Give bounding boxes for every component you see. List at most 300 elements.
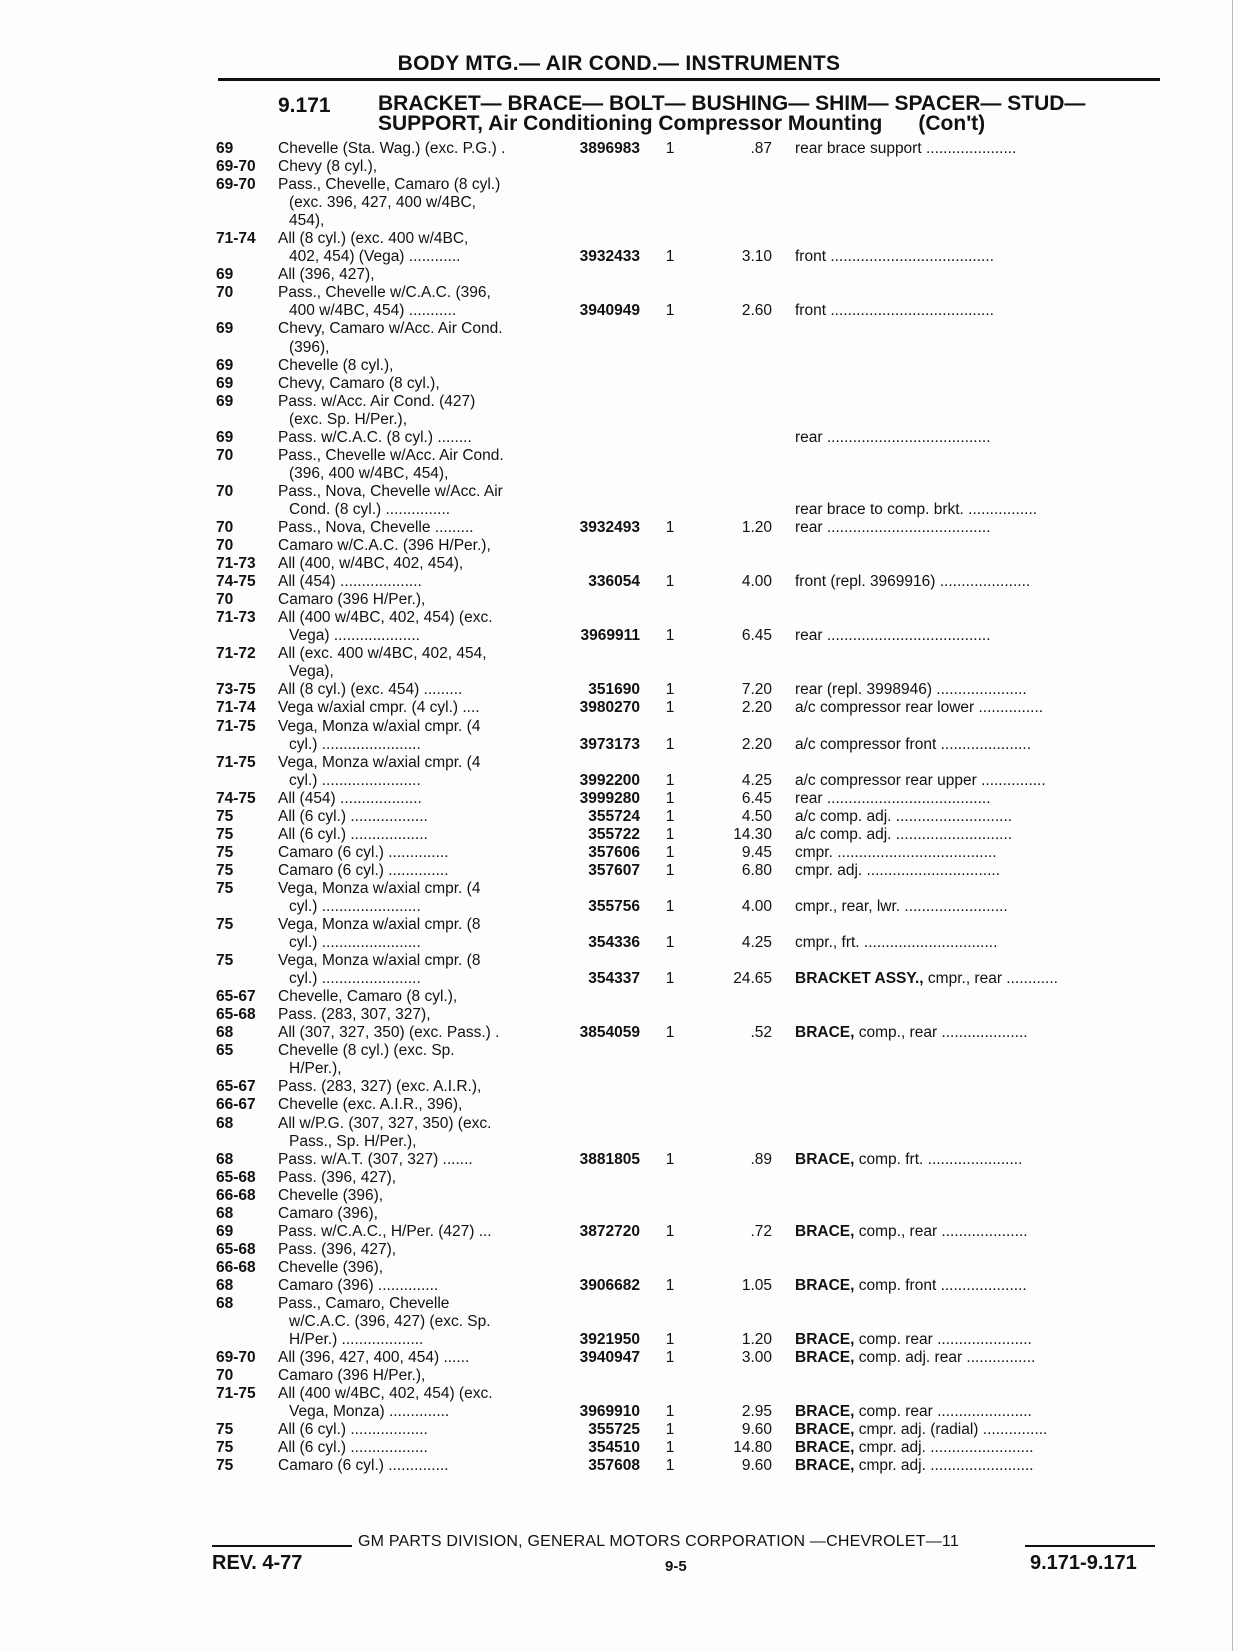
part-name bbox=[795, 1151, 1163, 1169]
part-name bbox=[795, 1439, 1163, 1457]
part-name bbox=[795, 736, 1163, 754]
part-name bbox=[795, 1277, 1163, 1295]
part-name-bold: BRACKET ASSY., bbox=[795, 970, 924, 988]
table-row bbox=[0, 501, 1238, 519]
part-number: 354510 bbox=[588, 1439, 640, 1457]
application-description: Vega) .................... bbox=[289, 627, 420, 645]
quantity: 1 bbox=[665, 681, 675, 699]
quantity: 1 bbox=[665, 1150, 675, 1168]
part-name-bold: BRACE, bbox=[795, 1403, 855, 1421]
list-price: 14.80 bbox=[733, 1439, 772, 1457]
table-row bbox=[0, 194, 1238, 212]
part-name-text: rear brace to comp. brkt. ................ bbox=[795, 500, 1038, 518]
application-description: H/Per.) ................... bbox=[289, 1331, 424, 1349]
list-price: 1.20 bbox=[741, 518, 772, 536]
part-name-text: cmpr., rear, lwr. ........................ bbox=[795, 897, 1008, 915]
table-row bbox=[0, 519, 1238, 537]
table-row bbox=[0, 790, 1238, 808]
table-row bbox=[0, 826, 1238, 844]
quantity: 1 bbox=[665, 934, 675, 952]
model-year: 74-75 bbox=[216, 573, 256, 591]
table-row bbox=[0, 1024, 1238, 1042]
table-row bbox=[0, 952, 1238, 970]
model-year: 71-75 bbox=[216, 1385, 256, 1403]
model-year: 69-70 bbox=[216, 1349, 256, 1367]
quantity: 1 bbox=[665, 302, 675, 320]
table-row bbox=[0, 1096, 1238, 1114]
application-description: Vega), bbox=[289, 663, 334, 681]
page-title: BODY MTG.— AIR COND.— INSTRUMENTS bbox=[397, 52, 841, 75]
quantity: 1 bbox=[665, 573, 675, 591]
quantity: 1 bbox=[665, 861, 675, 879]
part-name bbox=[795, 573, 1163, 591]
list-price: 1.05 bbox=[741, 1276, 772, 1294]
part-name-text: comp. rear ...................... bbox=[858, 1331, 1032, 1349]
application-description: Pass. w/A.T. (307, 327) ....... bbox=[278, 1150, 473, 1168]
part-number: 3969911 bbox=[580, 627, 640, 645]
table-row bbox=[0, 736, 1238, 754]
application-description: Chevy (8 cyl.), bbox=[278, 158, 378, 176]
part-name-text: a/c comp. adj. ........................... bbox=[795, 807, 1013, 825]
application-description: All (8 cyl.) (exc. 454) ......... bbox=[278, 681, 463, 699]
part-name-text: comp. rear ...................... bbox=[858, 1403, 1032, 1421]
quantity: 1 bbox=[665, 1403, 675, 1421]
table-row bbox=[0, 718, 1238, 736]
application-description: Pass., Camaro, Chevelle bbox=[278, 1295, 450, 1312]
model-year: 70 bbox=[216, 284, 234, 302]
top-rule bbox=[218, 78, 1160, 81]
part-name-text: a/c compressor front ..................... bbox=[795, 735, 1032, 753]
application-description: H/Per.), bbox=[289, 1060, 342, 1078]
table-row bbox=[0, 140, 1238, 158]
part-name bbox=[795, 1421, 1163, 1439]
table-row bbox=[0, 1187, 1238, 1205]
table-row bbox=[0, 357, 1238, 375]
table-row bbox=[0, 591, 1238, 609]
quantity: 1 bbox=[665, 771, 675, 789]
quantity: 1 bbox=[665, 807, 675, 825]
application-description: 454), bbox=[289, 212, 325, 230]
part-name-text: comp., rear .................... bbox=[858, 1024, 1028, 1042]
part-name-text: comp. frt. ...................... bbox=[858, 1150, 1023, 1168]
table-row bbox=[0, 681, 1238, 699]
table-row bbox=[0, 609, 1238, 627]
model-year: 68 bbox=[216, 1024, 234, 1042]
application-description: All (6 cyl.) .................. bbox=[278, 1421, 428, 1439]
part-name bbox=[795, 1024, 1163, 1042]
part-name-text: front (repl. 3969916) ..................... bbox=[795, 573, 1031, 591]
model-year: 70 bbox=[216, 1367, 234, 1385]
model-year: 71-73 bbox=[216, 555, 256, 573]
list-price: 6.45 bbox=[741, 627, 772, 645]
model-year: 70 bbox=[216, 482, 234, 500]
part-name-text: rear ...................................... bbox=[795, 428, 991, 446]
application-description: Camaro (6 cyl.) .............. bbox=[278, 861, 449, 879]
table-row bbox=[0, 880, 1238, 898]
model-year: 65 bbox=[216, 1042, 234, 1060]
application-description: Vega, Monza w/axial cmpr. (8 bbox=[278, 952, 481, 970]
model-year: 66-68 bbox=[216, 1186, 256, 1204]
model-year: 69 bbox=[216, 266, 234, 284]
part-name bbox=[795, 790, 1163, 808]
table-row bbox=[0, 1042, 1238, 1060]
list-price: 6.80 bbox=[741, 861, 772, 879]
model-year: 71-73 bbox=[216, 609, 256, 627]
quantity: 1 bbox=[665, 1349, 675, 1367]
part-name-text: cmpr., frt. ............................... bbox=[795, 934, 998, 952]
application-description: Chevelle (396), bbox=[278, 1186, 384, 1204]
application-description: (exc. Sp. H/Per.), bbox=[289, 410, 408, 428]
model-year: 66-68 bbox=[216, 1258, 256, 1276]
table-row bbox=[0, 465, 1238, 483]
footer-rule-right bbox=[1025, 1545, 1155, 1547]
part-name-text: rear ...................................... bbox=[795, 627, 991, 645]
application-description: cyl.) ....................... bbox=[289, 897, 421, 915]
model-year: 65-68 bbox=[216, 1168, 256, 1186]
table-row bbox=[0, 808, 1238, 826]
list-price: 4.00 bbox=[741, 573, 772, 591]
model-year: 75 bbox=[216, 916, 234, 934]
application-description: Chevelle (Sta. Wag.) (exc. P.G.) . bbox=[278, 140, 506, 157]
quantity: 1 bbox=[665, 140, 675, 157]
application-description: All (454) ................... bbox=[278, 789, 422, 807]
part-name bbox=[795, 1223, 1163, 1241]
table-row bbox=[0, 339, 1238, 357]
list-price: 6.45 bbox=[741, 789, 772, 807]
table-row bbox=[0, 248, 1238, 266]
quantity: 1 bbox=[665, 627, 675, 645]
application-description: Pass., Sp. H/Per.), bbox=[289, 1132, 417, 1150]
part-number: 355725 bbox=[588, 1421, 640, 1439]
table-row bbox=[0, 1295, 1238, 1313]
part-name bbox=[795, 970, 1163, 988]
footer-page-number: 9-5 bbox=[665, 1558, 687, 1575]
part-name bbox=[795, 1349, 1163, 1367]
model-year: 69 bbox=[216, 1222, 234, 1240]
part-name bbox=[795, 1403, 1163, 1421]
table-row bbox=[0, 1457, 1238, 1475]
table-row bbox=[0, 772, 1238, 790]
part-number: 357607 bbox=[588, 861, 640, 879]
part-name-text: cmpr. adj. ............................... bbox=[795, 861, 1000, 879]
application-description: Vega, Monza w/axial cmpr. (4 bbox=[278, 879, 481, 897]
application-description: Camaro (396) .............. bbox=[278, 1276, 439, 1294]
list-price: 2.20 bbox=[741, 735, 772, 753]
list-price: 3.10 bbox=[741, 248, 772, 266]
list-price: .52 bbox=[750, 1024, 772, 1042]
application-description: Vega, Monza w/axial cmpr. (4 bbox=[278, 717, 481, 735]
table-row bbox=[0, 1331, 1238, 1349]
model-year: 69-70 bbox=[216, 158, 256, 176]
table-row bbox=[0, 429, 1238, 447]
quantity: 1 bbox=[665, 843, 675, 861]
list-price: 24.65 bbox=[733, 970, 772, 988]
model-year: 69 bbox=[216, 374, 234, 392]
application-description: Pass. w/Acc. Air Cond. (427) bbox=[278, 392, 476, 410]
part-name bbox=[795, 844, 1163, 862]
quantity: 1 bbox=[665, 518, 675, 536]
model-year: 70 bbox=[216, 446, 234, 464]
part-name-text: comp., rear .................... bbox=[858, 1222, 1028, 1240]
application-description: 402, 454) (Vega) ............ bbox=[289, 248, 461, 266]
list-price: 1.20 bbox=[741, 1331, 772, 1349]
table-row bbox=[0, 663, 1238, 681]
list-price: .89 bbox=[750, 1150, 772, 1168]
part-number: 3932433 bbox=[579, 248, 640, 266]
footer-section-range: 9.171-9.171 bbox=[1030, 1552, 1137, 1574]
table-row bbox=[0, 230, 1238, 248]
part-name-bold: BRACE, bbox=[795, 1331, 855, 1349]
part-name-bold: BRACE, bbox=[795, 1222, 855, 1240]
part-number: 357608 bbox=[588, 1457, 640, 1475]
table-row bbox=[0, 393, 1238, 411]
model-year: 70 bbox=[216, 518, 234, 536]
application-description: All (6 cyl.) .................. bbox=[278, 825, 428, 843]
application-description: Pass., Nova, Chevelle w/Acc. Air bbox=[278, 482, 503, 500]
part-name-bold: BRACE, bbox=[795, 1439, 855, 1457]
part-name bbox=[795, 699, 1163, 717]
model-year: 70 bbox=[216, 591, 234, 609]
table-row bbox=[0, 1367, 1238, 1385]
table-row bbox=[0, 1421, 1238, 1439]
list-price: 9.45 bbox=[741, 843, 772, 861]
table-row bbox=[0, 555, 1238, 573]
table-row bbox=[0, 212, 1238, 230]
application-description: Pass., Chevelle w/Acc. Air Cond. bbox=[278, 446, 504, 464]
part-number: 355722 bbox=[588, 825, 640, 843]
application-description: Camaro (396), bbox=[278, 1204, 378, 1222]
part-number: 351690 bbox=[588, 681, 640, 699]
table-row bbox=[0, 1223, 1238, 1241]
list-price: 2.60 bbox=[741, 302, 772, 320]
part-name-text: comp. front .................... bbox=[858, 1276, 1027, 1294]
part-name-bold: BRACE, bbox=[795, 1150, 855, 1168]
part-name-text: a/c compressor rear upper ............... bbox=[795, 771, 1046, 789]
parts-table bbox=[0, 140, 1238, 1475]
table-row bbox=[0, 1169, 1238, 1187]
model-year: 75 bbox=[216, 843, 234, 861]
application-description: Cond. (8 cyl.) ............... bbox=[289, 500, 451, 518]
model-year: 68 bbox=[216, 1150, 234, 1168]
application-description: Chevelle (8 cyl.), bbox=[278, 356, 394, 374]
model-year: 74-75 bbox=[216, 789, 256, 807]
application-description: w/C.A.C. (396, 427) (exc. Sp. bbox=[289, 1313, 491, 1331]
table-row bbox=[0, 1259, 1238, 1277]
application-description: Pass. (396, 427), bbox=[278, 1168, 397, 1186]
application-description: Chevy, Camaro (8 cyl.), bbox=[278, 374, 440, 392]
application-description: 400 w/4BC, 454) ........... bbox=[289, 302, 457, 320]
part-name bbox=[795, 248, 1163, 266]
section-title-line1: BRACKET— BRACE— BOLT— BUSHING— SHIM— SPACER— STUD— bbox=[378, 92, 1086, 115]
section-continued: (Con't) bbox=[918, 112, 986, 135]
part-name bbox=[795, 681, 1163, 699]
table-row bbox=[0, 1151, 1238, 1169]
table-row bbox=[0, 627, 1238, 645]
footer-rule-left bbox=[212, 1545, 352, 1547]
part-name-bold: BRACE, bbox=[795, 1457, 855, 1475]
application-description: Camaro w/C.A.C. (396 H/Per.), bbox=[278, 537, 491, 555]
model-year: 70 bbox=[216, 537, 234, 555]
part-name-bold: BRACE, bbox=[795, 1024, 855, 1042]
part-number: 3999280 bbox=[579, 789, 640, 807]
application-description: Camaro (396 H/Per.), bbox=[278, 1367, 426, 1385]
list-price: 4.25 bbox=[741, 934, 772, 952]
model-year: 75 bbox=[216, 879, 234, 897]
model-year: 69-70 bbox=[216, 176, 256, 194]
model-year: 69 bbox=[216, 140, 234, 157]
footer-corporation: GM PARTS DIVISION, GENERAL MOTORS CORPORATION —CHEVROLET—11 bbox=[358, 1533, 959, 1550]
part-name-bold: BRACE, bbox=[795, 1421, 855, 1439]
application-description: cyl.) ....................... bbox=[289, 771, 421, 789]
part-number: 3973173 bbox=[579, 735, 640, 753]
part-name-text: cmpr., rear ............ bbox=[927, 970, 1058, 988]
table-row bbox=[0, 645, 1238, 663]
part-name-bold: BRACE, bbox=[795, 1276, 855, 1294]
part-number: 3932493 bbox=[579, 518, 640, 536]
model-year: 75 bbox=[216, 952, 234, 970]
table-row bbox=[0, 1060, 1238, 1078]
part-number: 3940947 bbox=[579, 1349, 640, 1367]
table-row bbox=[0, 537, 1238, 555]
application-description: Pass., Nova, Chevelle ......... bbox=[278, 518, 474, 536]
application-description: Pass. w/C.A.C., H/Per. (427) ... bbox=[278, 1222, 492, 1240]
model-year: 71-74 bbox=[216, 230, 256, 248]
model-year: 75 bbox=[216, 861, 234, 879]
application-description: Chevelle (8 cyl.) (exc. Sp. bbox=[278, 1042, 455, 1060]
application-description: All (454) ................... bbox=[278, 573, 422, 591]
table-row bbox=[0, 1133, 1238, 1151]
table-row bbox=[0, 988, 1238, 1006]
part-name bbox=[795, 862, 1163, 880]
table-row bbox=[0, 844, 1238, 862]
section-title bbox=[378, 94, 1178, 134]
part-name bbox=[795, 934, 1163, 952]
table-row bbox=[0, 1349, 1238, 1367]
part-number: 357606 bbox=[588, 843, 640, 861]
part-name-bold: BRACE, bbox=[795, 1349, 855, 1367]
part-name-text: cmpr. adj. ........................ bbox=[858, 1439, 1034, 1457]
table-row bbox=[0, 176, 1238, 194]
list-price: 4.00 bbox=[741, 897, 772, 915]
application-description: Pass. (283, 327) (exc. A.I.R.), bbox=[278, 1078, 482, 1096]
model-year: 68 bbox=[216, 1114, 234, 1132]
model-year: 71-75 bbox=[216, 753, 256, 771]
section-title-line2-text: SUPPORT, Air Conditioning Compressor Mounting bbox=[378, 112, 883, 135]
part-number: 354337 bbox=[588, 970, 640, 988]
application-description: cyl.) ....................... bbox=[289, 735, 421, 753]
part-number: 3980270 bbox=[579, 699, 640, 717]
table-row bbox=[0, 447, 1238, 465]
model-year: 65-68 bbox=[216, 1240, 256, 1258]
table-row bbox=[0, 1241, 1238, 1259]
table-row bbox=[0, 1403, 1238, 1421]
part-name bbox=[795, 627, 1163, 645]
part-name-text: front ...................................... bbox=[795, 248, 994, 266]
table-row bbox=[0, 898, 1238, 916]
table-row bbox=[0, 934, 1238, 952]
part-name bbox=[795, 772, 1163, 790]
part-name bbox=[795, 1331, 1163, 1349]
application-description: Vega, Monza w/axial cmpr. (4 bbox=[278, 753, 481, 771]
model-year: 65-67 bbox=[216, 988, 256, 1006]
application-description: All (exc. 400 w/4BC, 402, 454, bbox=[278, 645, 487, 663]
model-year: 65-67 bbox=[216, 1078, 256, 1096]
part-number: 3992200 bbox=[579, 771, 640, 789]
footer-revision: REV. 4-77 bbox=[212, 1552, 303, 1574]
model-year: 69 bbox=[216, 320, 234, 338]
table-row bbox=[0, 158, 1238, 176]
part-name-text: cmpr. ..................................... bbox=[795, 843, 997, 861]
part-name-text: cmpr. adj. ........................ bbox=[858, 1457, 1034, 1475]
application-description: Vega w/axial cmpr. (4 cyl.) .... bbox=[278, 699, 480, 717]
application-description: (396, 400 w/4BC, 454), bbox=[289, 464, 449, 482]
quantity: 1 bbox=[665, 699, 675, 717]
application-description: (exc. 396, 427, 400 w/4BC, bbox=[289, 194, 476, 212]
application-description: Chevelle (exc. A.I.R., 396), bbox=[278, 1096, 463, 1114]
part-name-text: comp. adj. rear ................ bbox=[858, 1349, 1036, 1367]
part-name bbox=[795, 429, 1163, 447]
application-description: Chevelle, Camaro (8 cyl.), bbox=[278, 988, 458, 1006]
model-year: 69 bbox=[216, 428, 234, 446]
model-year: 75 bbox=[216, 1457, 234, 1475]
part-name bbox=[795, 519, 1163, 537]
model-year: 68 bbox=[216, 1204, 234, 1222]
part-number: 3969910 bbox=[579, 1403, 640, 1421]
application-description: All (400, w/4BC, 402, 454), bbox=[278, 555, 464, 573]
list-price: 14.30 bbox=[733, 825, 772, 843]
quantity: 1 bbox=[665, 897, 675, 915]
table-row bbox=[0, 266, 1238, 284]
part-number: 3881805 bbox=[579, 1150, 640, 1168]
application-description: (396), bbox=[289, 338, 330, 356]
part-name-text: a/c compressor rear lower ............... bbox=[795, 699, 1044, 717]
table-row bbox=[0, 1205, 1238, 1223]
application-description: Pass., Chevelle w/C.A.C. (396, bbox=[278, 284, 491, 302]
part-name bbox=[795, 898, 1163, 916]
part-name bbox=[795, 501, 1163, 519]
model-year: 75 bbox=[216, 1421, 234, 1439]
table-row bbox=[0, 1115, 1238, 1133]
quantity: 1 bbox=[665, 1331, 675, 1349]
table-row bbox=[0, 699, 1238, 717]
application-description: All (396, 427, 400, 454) ...... bbox=[278, 1349, 470, 1367]
model-year: 65-68 bbox=[216, 1006, 256, 1024]
table-row bbox=[0, 916, 1238, 934]
table-row bbox=[0, 411, 1238, 429]
scan-edge-line bbox=[1232, 0, 1233, 1651]
quantity: 1 bbox=[665, 735, 675, 753]
list-price: .72 bbox=[750, 1222, 772, 1240]
table-row bbox=[0, 320, 1238, 338]
table-row bbox=[0, 1078, 1238, 1096]
application-description: All (6 cyl.) .................. bbox=[278, 1439, 428, 1457]
model-year: 75 bbox=[216, 825, 234, 843]
part-number: 355756 bbox=[588, 897, 640, 915]
model-year: 73-75 bbox=[216, 681, 256, 699]
quantity: 1 bbox=[665, 789, 675, 807]
table-row bbox=[0, 1385, 1238, 1403]
list-price: 9.60 bbox=[741, 1421, 772, 1439]
part-number: 355724 bbox=[588, 807, 640, 825]
model-year: 71-74 bbox=[216, 699, 256, 717]
part-name-text: cmpr. adj. (radial) ............... bbox=[858, 1421, 1048, 1439]
table-row bbox=[0, 284, 1238, 302]
section-number: 9.171 bbox=[278, 94, 331, 117]
list-price: 4.25 bbox=[741, 771, 772, 789]
list-price: 7.20 bbox=[741, 681, 772, 699]
application-description: Camaro (396 H/Per.), bbox=[278, 591, 426, 609]
part-number: 3940949 bbox=[579, 302, 640, 320]
